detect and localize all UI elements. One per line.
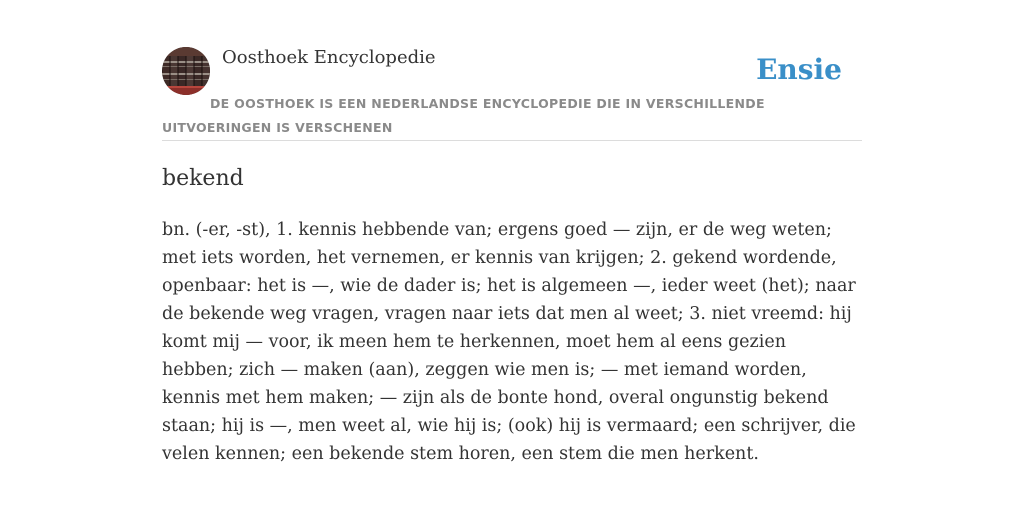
entry-definition: bn. (-er, -st), 1. kennis hebbende van; ergens goed — zijn, er de weg weten; met iets worden, het vernemen, er kennis van krijgen; 2. gekend wordende, openbaar: het is —, wie de dader is; het is algemeen —, ieder weet (het); naar de bekende weg vragen, vragen naar iets dat men al weet; 3. niet vreemd: hij komt mij — voor, ik meen hem te herkennen, moet hem al eens gezien hebben; zich — maken (aan), zeggen wie men is; — met iemand worden, kennis met hem maken; — zijn als de bonte hond, overal ongunstig bekend staan; hij is —, men weet al, wie hij is; (ook) hij is vermaard; een schrijver, die velen kennen; een bekende stem horen, een stem die men herkent. bbox=[162, 220, 856, 464]
source-header bbox=[162, 46, 862, 141]
brand-logo[interactable]: Ensie bbox=[756, 53, 842, 86]
source-title[interactable]: Oosthoek Encyclopedie bbox=[222, 47, 436, 68]
source-description: DE OOSTHOEK IS EEN NEDERLANDSE ENCYCLOPEDIE DIE IN VERSCHILLENDE UITVOERINGEN IS VERSCHENEN bbox=[162, 96, 765, 135]
entry-title: bekend bbox=[162, 166, 244, 191]
encyclopedia-books-icon[interactable] bbox=[162, 47, 210, 95]
